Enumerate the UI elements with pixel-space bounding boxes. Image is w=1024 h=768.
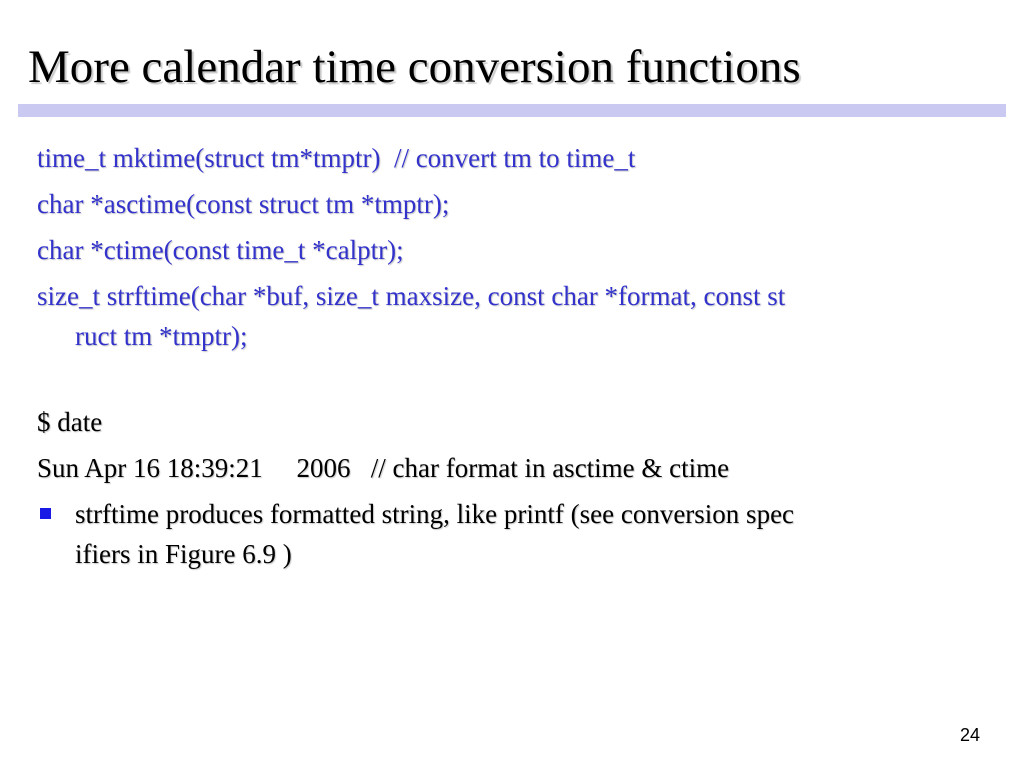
bullet-text-line-1: strftime produces formatted string, like printf (see conversion spec bbox=[75, 499, 795, 529]
code-line-strftime-continued: ruct tm *tmptr); bbox=[75, 321, 248, 351]
title-underline-bar bbox=[18, 104, 1006, 117]
code-line-mktime: time_t mktime(struct tm*tmptr) // convert tm to time_t bbox=[37, 143, 636, 173]
square-bullet-icon bbox=[40, 508, 51, 519]
blank-line bbox=[37, 356, 997, 396]
code-line-strftime: size_t strftime(char *buf, size_t maxsize, const char *format, const st bbox=[37, 281, 786, 311]
bullet-item bbox=[37, 494, 997, 574]
page-number: 24 bbox=[959, 725, 981, 745]
slide-content bbox=[37, 138, 997, 574]
slide-title: More calendar time conversion functions bbox=[28, 41, 801, 93]
example-command: $ date bbox=[37, 407, 103, 437]
bullet-text-line-2: ifiers in Figure 6.9 ) bbox=[75, 539, 292, 569]
example-output: Sun Apr 16 18:39:21 2006 // char format in asctime & ctime bbox=[37, 453, 730, 483]
code-line-asctime: char *asctime(const struct tm *tmptr); bbox=[37, 189, 450, 219]
code-line-ctime: char *ctime(const time_t *calptr); bbox=[37, 235, 404, 265]
